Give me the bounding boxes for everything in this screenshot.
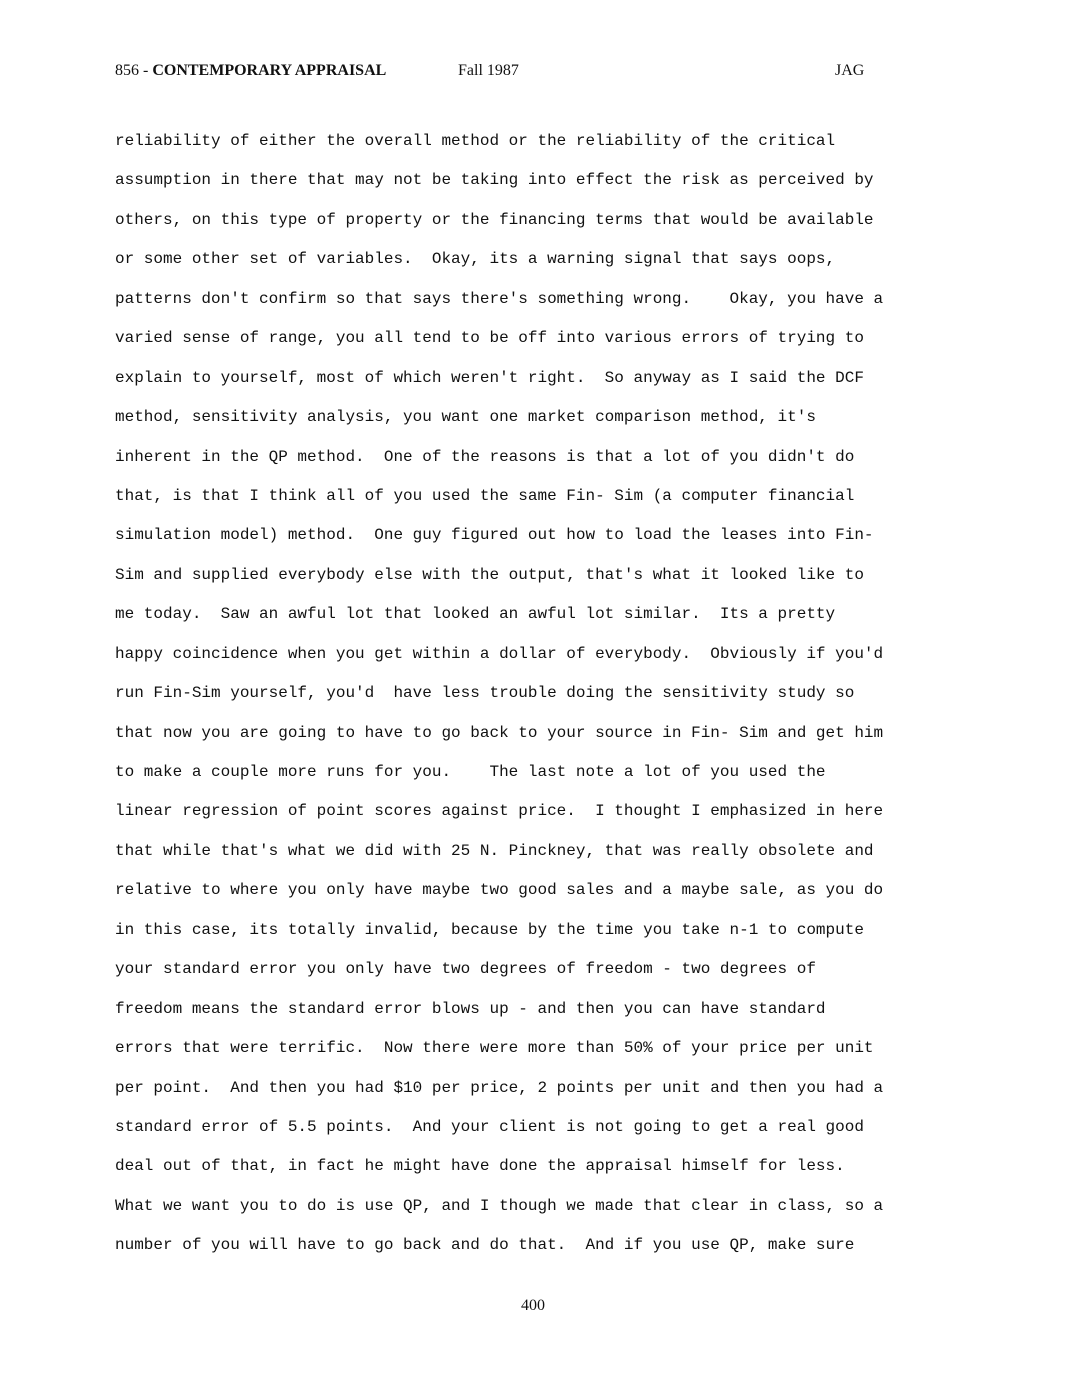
text-line: inherent in the QP method. One of the reasons is that a lot of you didn't do — [115, 447, 855, 466]
text-line: reliability of either the overall method or the reliability of the critical — [115, 132, 836, 150]
page-header — [0, 62, 1066, 86]
text-line: number of you will have to go back and do that. And if you use QP, make sure — [115, 1236, 855, 1255]
text-line: that while that's what we did with 25 N. Pinckney, that was really obsolete and — [115, 841, 874, 860]
text-line: run Fin-Sim yourself, you'd have less trouble doing the sensitivity study so — [115, 684, 855, 703]
text-line: Sim and supplied everybody else with the output, that's what it looked like to — [115, 565, 864, 584]
text-line: explain to yourself, most of which weren't right. So anyway as I said the DCF — [115, 368, 864, 387]
header-course — [115, 62, 386, 80]
text-line: varied sense of range, you all tend to be off into various errors of trying to — [115, 329, 864, 348]
text-line: others, on this type of property or the financing terms that would be available — [115, 210, 874, 229]
header-course-title: CONTEMPORARY APPRAISAL — [152, 62, 387, 79]
text-line: relative to where you only have maybe two good sales and a maybe sale, as you do — [115, 881, 884, 900]
header-term: Fall 1987 — [458, 62, 519, 79]
text-line: assumption in there that may not be taking into effect the risk as perceived by — [115, 171, 874, 190]
text-line: standard error of 5.5 points. And your client is not going to get a real good — [115, 1117, 864, 1136]
text-line: to make a couple more runs for you. The last note a lot of you used the — [115, 763, 826, 781]
text-line: errors that were terrific. Now there were more than 50% of your price per unit — [115, 1039, 874, 1058]
text-line: simulation model) method. One guy figured out how to load the leases into Fin- — [115, 526, 874, 545]
text-line: linear regression of point scores against price. I thought I emphasized in here — [115, 802, 884, 821]
text-line: that now you are going to have to go back to your source in Fin- Sim and get him — [115, 723, 884, 742]
text-line: that, is that I think all of you used the same Fin- Sim (a computer financial — [115, 486, 855, 505]
text-line: method, sensitivity analysis, you want one market comparison method, it's — [115, 408, 816, 427]
text-line: your standard error you only have two degrees of freedom - two degrees of — [115, 960, 816, 979]
text-line: What we want you to do is use QP, and I though we made that clear in class, so a — [115, 1196, 884, 1215]
page-number: 400 — [521, 1297, 545, 1314]
text-line: me today. Saw an awful lot that looked an awful lot similar. Its a pretty — [115, 605, 836, 624]
text-line: happy coincidence when you get within a dollar of everybody. Obviously if you'd — [115, 644, 884, 663]
header-initials: JAG — [835, 62, 865, 79]
text-line: deal out of that, in fact he might have done the appraisal himself for less. — [115, 1157, 845, 1176]
text-line: freedom means the standard error blows up - and then you can have standard — [115, 999, 826, 1018]
header-course-number: 856 - — [115, 62, 153, 79]
text-line: per point. And then you had $10 per price, 2 points per unit and then you had a — [115, 1078, 884, 1097]
text-line: in this case, its totally invalid, because by the time you take n-1 to compute — [115, 920, 864, 939]
text-line: or some other set of variables. Okay, its a warning signal that says oops, — [115, 250, 836, 269]
text-line: patterns don't confirm so that says there's something wrong. Okay, you have a — [115, 289, 884, 308]
transcript-body — [115, 122, 1015, 1266]
